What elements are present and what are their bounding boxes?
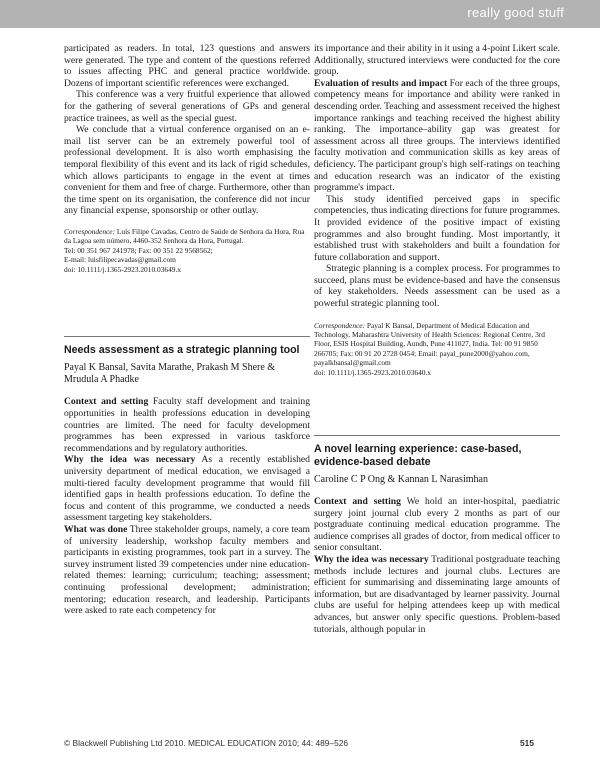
correspondence-email: E-mail: luisfilipecavadas@gmail.com [64, 255, 176, 265]
paragraph: This study identified perceived gaps in specific competencies, thus indicating directions for future programmes. It provided evidence of the positive impact of existing programmes and also brought funding. Most importantly, it established trust with stakeholders and built a foundation for future collaboration and support. [314, 193, 560, 263]
continued-paragraph: participated as readers. In total, 123 questions and answers were generated. The type and content of the questions referred to issues affecting PHC and general practice worldwide. Dozens of important scientific references were exchanged. [64, 43, 310, 89]
paragraph-heading: Context and setting [64, 396, 149, 408]
right-column [314, 43, 560, 635]
paragraph: Strategic planning is a complex process. For programmes to succeed, plans must be evidence-based and have the consensus of key stakeholders. Needs assessment can be used as a powerful strategic planning tool. [314, 263, 560, 310]
correspondence-label: Correspondence: [314, 320, 366, 330]
correspondence-text: Payal K Bansal, Department of Medical Education and Technology, Maharashtra University of Health Sciences: Regional Centre, 3rd Floor, ESIS Hospital Building, Aundh, Pune 411027, India. Tel: 00 91 9850 266705; Fax: 00 91 20 2728 0454; Email: payal_pune2000@yahoo.com, payalkbansal@gmail.com [314, 320, 545, 368]
paragraph: Why the idea was necessary Traditional postgraduate teaching methods include lectures and journal clubs. Lectures are efficient for summarising and disseminating large amounts of information, but are disadvantaged by learner passivity. Journal clubs are useful for helping attendees keep up with medical advances, but answer only specific questions. Problem-based tutorials, although popular in [314, 554, 560, 635]
paragraph: Context and setting We hold an inter-hospital, paediatric surgery joint journal club every 2 months as part of our postgraduate continuing medical education programme. The audience comprises all grades of doctor, from medical officer to senior consultant. [314, 496, 560, 554]
header-band [0, 0, 600, 28]
paragraph: This conference was a very fruitful experience that allowed for the gathering of several generations of GPs and general practice trainees, as well as the special guest. [64, 89, 310, 124]
paragraph-heading: Context and setting [314, 496, 401, 508]
page-number: 515 [520, 738, 534, 748]
paragraph: Why the idea was necessary As a recently established university department of medical education, we envisaged a multi-tiered faculty development programme that would fill identified gaps in health professions education. To define the focus and content of this programme, we conducted a needs assessment targeting key stakeholders. [64, 454, 310, 524]
paragraph-heading: Why the idea was necessary [314, 554, 429, 566]
doi: doi: 10.1111/j.1365-2923.2010.03649.x [64, 264, 182, 274]
article-title: A novel learning experience: case-based, evidence-based debate [314, 443, 522, 468]
paragraph: What was done Three stakeholder groups, namely, a core team of university leadership, workshop faculty members and participants in existing programmes, took part in a survey. The survey instrument listed 39 competencies under nine education-related themes: learning; curriculum; teaching; assessment; continuing professional development; administration; mentoring; education research, and leadership. Participants were asked to rate each competency for [64, 523, 310, 617]
continued-paragraph: its importance and their ability in it using a 4-point Likert scale. Additionally, structured interviews were conducted for the core group. [314, 43, 560, 78]
paragraph: We conclude that a virtual conference organised on an e-mail list server can be an extremely powerful tool of professional development. It is also worth emphasising the temporal flexibility of this event and its lack of rigid schedules, which allows participants to engage in the event at times convenient for them and free of charge. Furthermore, other than the time spent on its organisation, the conference did not incur any financial expense, sponsorship or other outlay. [64, 124, 310, 217]
paragraph: Evaluation of results and impact For each of the three groups, competency means for importance and ability were ranked in descending order. Teaching and assessment received the highest importance rankings and teaching received the highest ability ranking. The importance–ability gap was greatest for assessment across all three groups. The interviews identified faculty motivation and communication skills as key areas of deficiency. The participant group's high self-ratings on teaching and education research was an indicator of the existing programme's impact. [314, 77, 560, 194]
article-authors: Payal K Bansal, Savita Marathe, Prakash M Shere & Mrudula A Phadke [64, 362, 276, 386]
correspondence-phone: Tel: 00 351 967 241978; Fax: 00 351 22 9568562; [64, 245, 213, 255]
paragraph: Context and setting Faculty staff development and training opportunities in health professions education in developing countries are limited. The need for faculty development programmes has been expressed in various taskforce recommendations and by regulatory authorities. [64, 396, 310, 454]
section-tag: really good stuff [467, 5, 564, 20]
page-footer [64, 738, 534, 748]
paragraph-heading: Why the idea was necessary [64, 454, 196, 466]
article-title: Needs assessment as a strategic planning tool [64, 343, 300, 356]
doi: doi: 10.1111/j.1365-2923.2010.03640.x [314, 367, 432, 377]
paragraph-heading: What was done [64, 523, 128, 535]
correspondence-label: Correspondence: [64, 226, 116, 236]
paragraph-heading: Evaluation of results and impact [314, 77, 448, 89]
article-authors: Caroline C P Ong & Kannan L Narasimhan [314, 474, 488, 486]
correspondence-block [314, 321, 560, 377]
left-column [64, 43, 310, 617]
footer-citation: © Blackwell Publishing Ltd 2010. MEDICAL EDUCATION 2010; 44: 489–526 [64, 738, 349, 748]
correspondence-text: Luís Filipe Cavadas, Centro de Saúde de Senhora da Hora, Rua da Lagoa sem número, 4460-352 Senhora da Hora, Portugal. [64, 226, 305, 246]
correspondence-block [64, 227, 310, 274]
